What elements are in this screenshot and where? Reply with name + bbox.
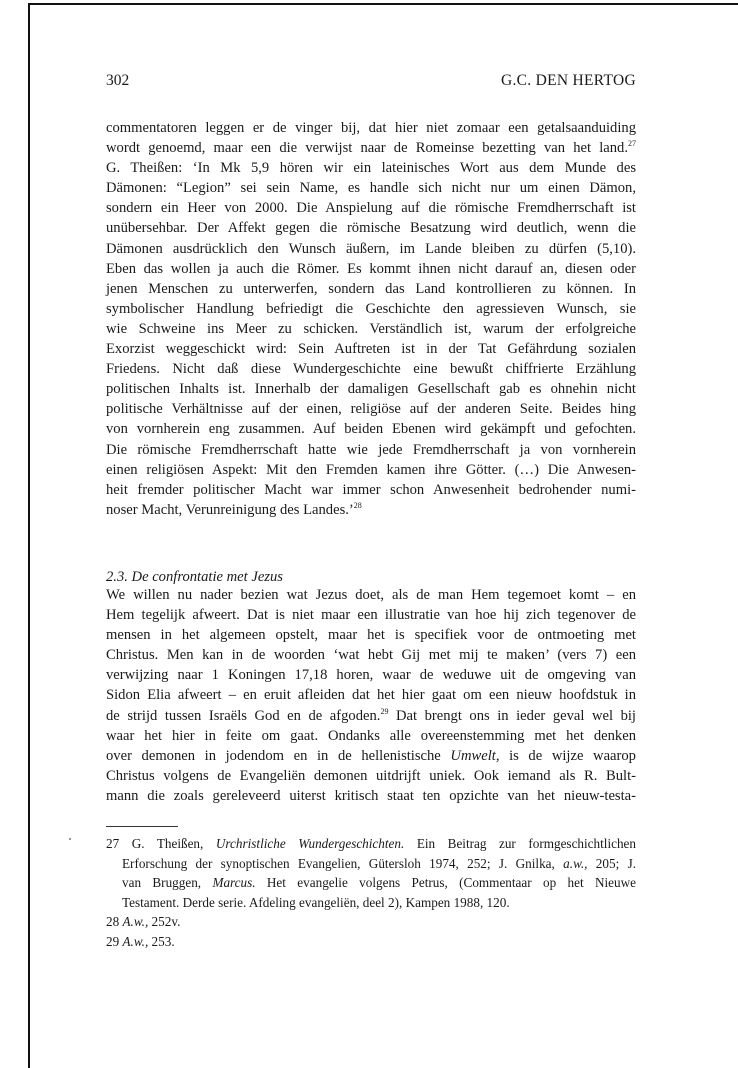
running-head xyxy=(106,72,636,92)
text-line: Sidon Elia afweert – en eruit afleiden dat het hier gaat om een nieuw hoofdstuk in xyxy=(106,687,636,704)
section-heading: 2.3. De confrontatie met Jezus xyxy=(106,569,283,585)
footnote-28: 28 A.w., 252v. xyxy=(106,914,181,929)
footnote-ref-29[interactable]: 29 xyxy=(380,706,389,716)
text-line: unübersehbar. Der Affekt gegen die römische Besatzung wird deutlich, wenn die xyxy=(106,220,636,237)
scan-artifact xyxy=(69,838,71,840)
paragraph-quote xyxy=(106,118,636,520)
text-line: politische Verhältnisse auf der einen, religiöse auf der anderen Seite. Beides hing xyxy=(106,401,636,418)
footnote-ref-28[interactable]: 28 xyxy=(353,500,362,510)
text-line: commentatoren leggen er de vinger bij, dat hier niet zomaar een getalsaanduiding xyxy=(106,120,636,136)
text-line: Eben das wollen ja auch die Römer. Es kommt ihnen nicht darauf an, diesen oder xyxy=(106,260,636,277)
paragraph-confrontation xyxy=(106,585,636,806)
text-line: jenen Menschen zu unterwerfen, sondern das Land kontrollieren zu können. In xyxy=(106,280,636,297)
text-line: We willen nu nader bezien wat Jezus doet, als de man Hem tegemoet komt – en xyxy=(106,587,636,603)
footnote-separator xyxy=(106,826,178,827)
text-line: Die römische Fremdherrschaft hatte wie jede Fremdherrschaft ja von vornherein xyxy=(106,441,636,458)
text-line: Dämonen ausdrücklich den Wunsch äußern, im Lande bleiben zu dürfen (5,10). xyxy=(106,240,636,257)
text-line: mensen in het algemeen opstelt, maar het is specifiek voor de ontmoeting met xyxy=(106,627,636,644)
text-line: Christus. Men kan in de woorden ‘wat hebt Gij met mij te maken’ (vers 7) een xyxy=(106,647,636,664)
text-line: einen religiösen Aspekt: Mit den Fremden kamen ihre Götter. (…) Die Anwesen- xyxy=(106,461,636,478)
page-number: 302 xyxy=(106,72,130,89)
text-line: wie Schweine ins Meer zu schicken. Verständlich ist, warum der erfolgreiche xyxy=(106,320,636,337)
text-line: wordt genoemd, maar een die verwijst naar de Romeinse bezetting van het land.$^{27}$ xyxy=(106,139,636,157)
text-line: Dämonen: “Legion” sei sein Name, es handle sich nicht nur um einen Dämon, xyxy=(106,180,636,197)
footnote-27: 27 G. Theißen, Urchristliche Wundergeschichten. Ein Beitrag zur formgeschichtlichen xyxy=(106,836,637,851)
text-line: Hem tegelijk afweert. Dat is niet maar een illustratie van hoe hij zich tegenover de xyxy=(106,607,636,624)
text-line: politischen Inhalts ist. Innerhalb der damaligen Gesellschaft gab es ohnehin nicht xyxy=(106,381,636,398)
text-line: Christus volgens de Evangeliën demonen uitdrijft uniek. Ook iemand als R. Bult- xyxy=(106,767,636,784)
scan-border-left xyxy=(28,3,30,1068)
footnote-27-line: Testament. Derde serie. Afdeling evangeliën, deel 2), Kampen 1988, 120. xyxy=(122,894,510,910)
text-line: von vornherein eng zusammen. Auf beiden Ebenen wird gekämpft und gefochten. xyxy=(106,421,636,438)
footnote-27-line: Erforschung der synoptischen Evangelien, Gütersloh 1974, 252; J. Gnilka, a.w., 205; J. xyxy=(122,855,637,871)
footnote-ref-27[interactable]: 27 xyxy=(628,139,636,149)
text-line: verwijzing naar 1 Koningen 17,18 horen, waar de weduwe uit de omgeving van xyxy=(106,667,636,684)
text-line: Exorzist weggeschickt wird: Sein Auftreten ist in der Tat Gefährdung sozialen xyxy=(106,341,636,358)
text-line: waar het hier in feite om gaat. Ondanks alle overeenstemming met het denken xyxy=(106,727,636,744)
text-line: noser Macht, Verunreinigung des Landes.’$^{28}$ xyxy=(106,500,362,518)
running-head-author: G.C. DEN HERTOG xyxy=(500,72,636,89)
text-line: de strijd tussen Israëls God en de afgoden.$^{29}$ Dat brengt ons in ieder geval wel bij xyxy=(106,706,636,724)
text-line: symbolischer Handlung befriedigt die Geschichte den agressieven Wunsch, sie xyxy=(106,300,636,317)
text-line: Friedens. Nicht daß diese Wundergeschichte eine bewußt chiffrierte Erzählung xyxy=(106,361,636,378)
text-line: over demonen in jodendom en in de hellenistische Umwelt, is de wijze waarop xyxy=(106,747,636,764)
text-line: mann die zoals gereleveerd uiterst kritisch staat ten opzichte van het nieuw-testa- xyxy=(106,787,636,804)
footnote-29: 29 A.w., 253. xyxy=(106,933,175,949)
text-line: sondern ein Heer von 2000. Die Anspielung auf die römische Fremdherrschaft ist xyxy=(106,200,636,217)
text-line: G. Theißen: ‘In Mk 5,9 hören wir ein lateinisches Wort aus dem Munde des xyxy=(106,160,636,177)
footnotes xyxy=(106,834,636,951)
footnote-27-line: van Bruggen, Marcus. Het evangelie volgens Petrus, (Commentaar op het Nieuwe xyxy=(122,875,636,890)
scan-border-top xyxy=(28,3,738,5)
text-line: heit fremder politischer Macht war immer schon Anwesenheit bedrohender numi- xyxy=(106,481,636,498)
